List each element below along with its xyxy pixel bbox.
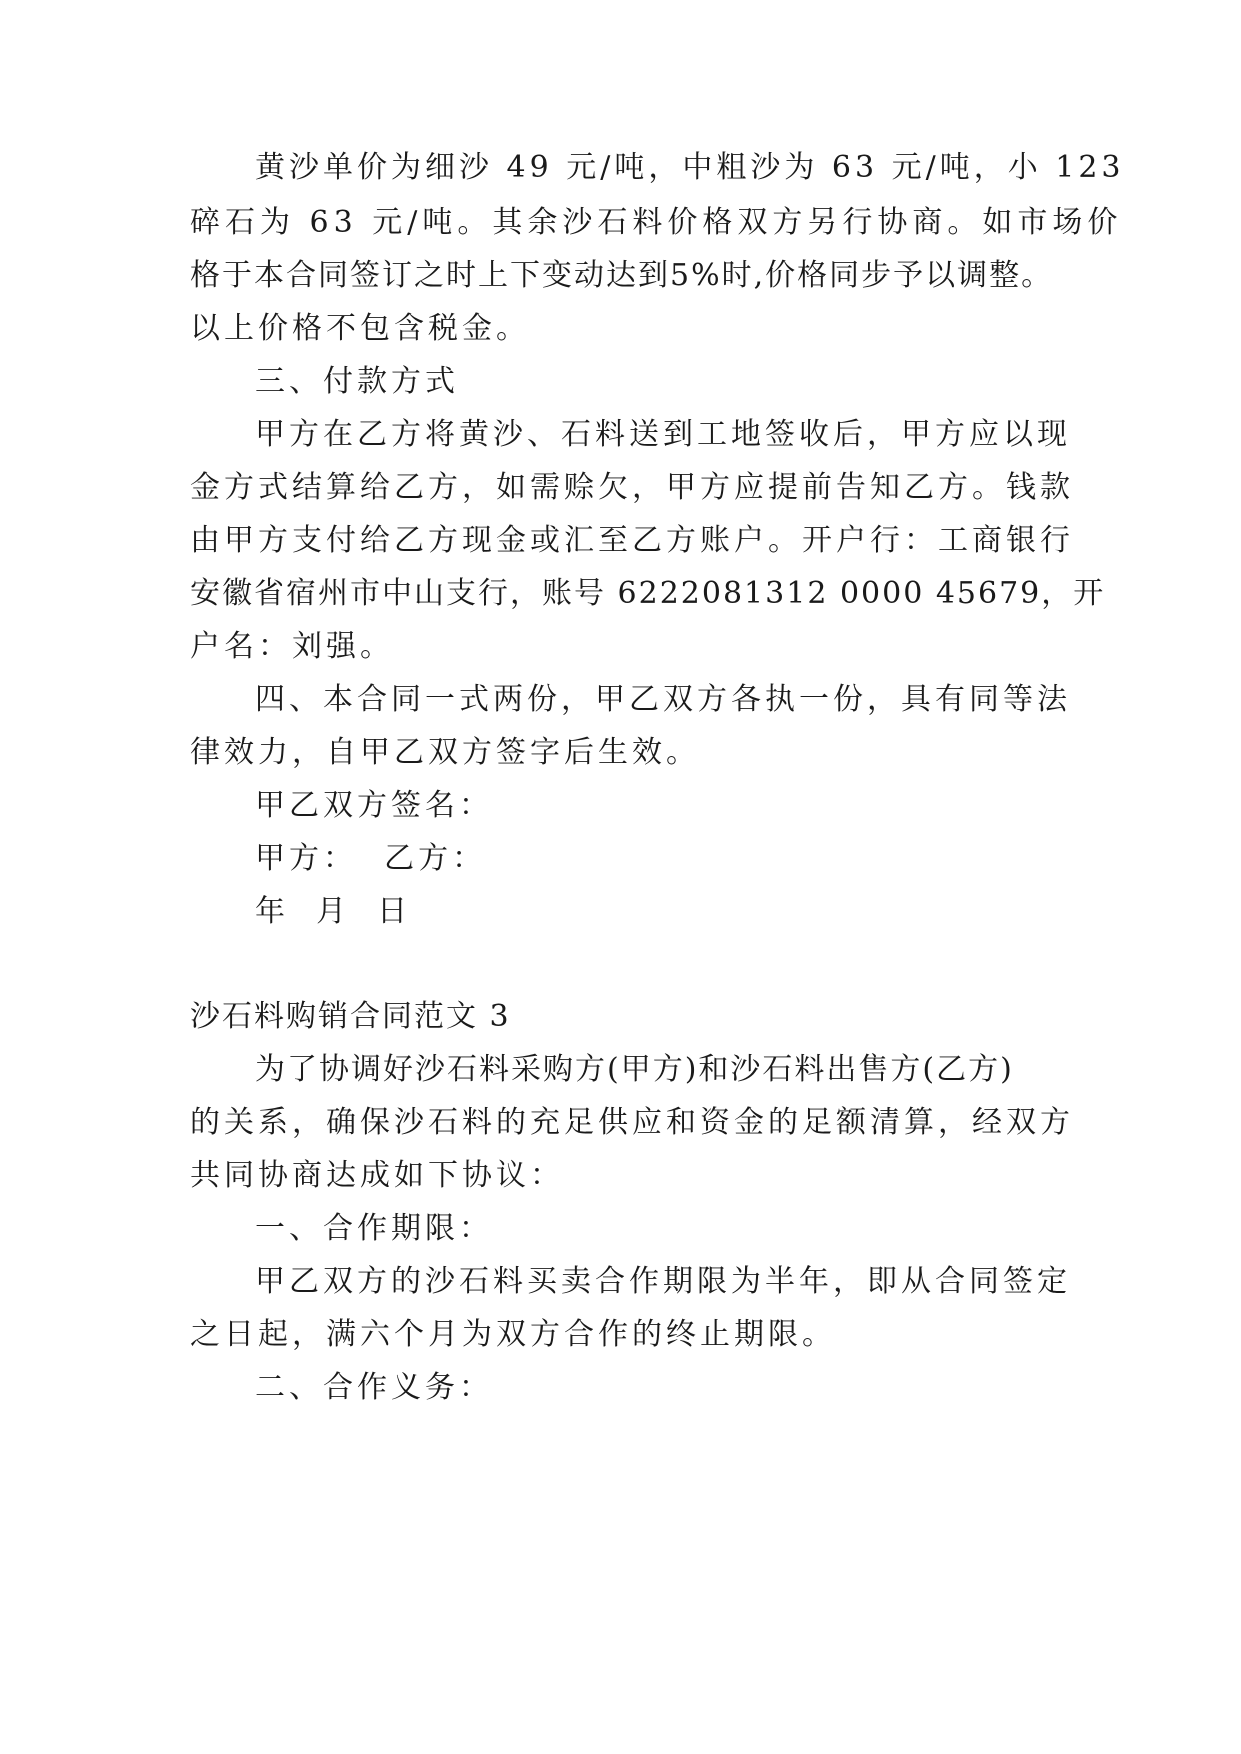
paragraph-line: 律效力，自甲乙双方签字后生效。	[190, 735, 700, 770]
paragraph-line: 甲乙双方的沙石料买卖合作期限为半年，即从合同签定	[255, 1264, 1071, 1299]
paragraph-line: 甲方在乙方将黄沙、石料送到工地签收后，甲方应以现	[255, 417, 1071, 452]
signature-parties: 甲方： 乙方：	[255, 841, 487, 876]
paragraph-line: 共同协商达成如下协议：	[190, 1158, 564, 1193]
paragraph-line: 金方式结算给乙方，如需赊欠，甲方应提前告知乙方。钱款	[190, 470, 1074, 505]
paragraph-line: 格于本合同签订之时上下变动达到5%时,价格同步予以调整。	[190, 258, 1054, 293]
paragraph-line: 为了协调好沙石料采购方(甲方)和沙石料出售方(乙方)	[255, 1052, 1014, 1087]
paragraph-line: 由甲方支付给乙方现金或汇至乙方账户。开户行：工商银行	[190, 523, 1074, 558]
paragraph-line: 的关系，确保沙石料的充足供应和资金的足额清算，经双方	[190, 1105, 1074, 1140]
section-heading: 三、付款方式	[255, 364, 459, 399]
paragraph-line: 户名：刘强。	[190, 629, 394, 664]
paragraph-line: 以上价格不包含税金。	[190, 311, 530, 346]
paragraph-line: 安徽省宿州市中山支行，账号 6222081312 0000 45679，开	[190, 576, 1106, 611]
paragraph-line: 四、本合同一式两份，甲乙双方各执一份，具有同等法	[255, 682, 1071, 717]
section-heading: 二、合作义务：	[255, 1370, 493, 1405]
section-heading: 一、合作期限：	[255, 1211, 493, 1246]
signature-label: 甲乙双方签名：	[255, 788, 493, 823]
paragraph-line: 黄沙单价为细沙 49 元/吨，中粗沙为 63 元/吨，小 123	[255, 150, 1125, 185]
signature-date: 年 月 日	[255, 894, 412, 929]
paragraph-line: 之日起，满六个月为双方合作的终止期限。	[190, 1317, 836, 1352]
document-title: 沙石料购销合同范文 3	[190, 999, 511, 1034]
paragraph-line: 碎石为 63 元/吨。其余沙石料价格双方另行协商。如市场价	[190, 205, 1123, 240]
